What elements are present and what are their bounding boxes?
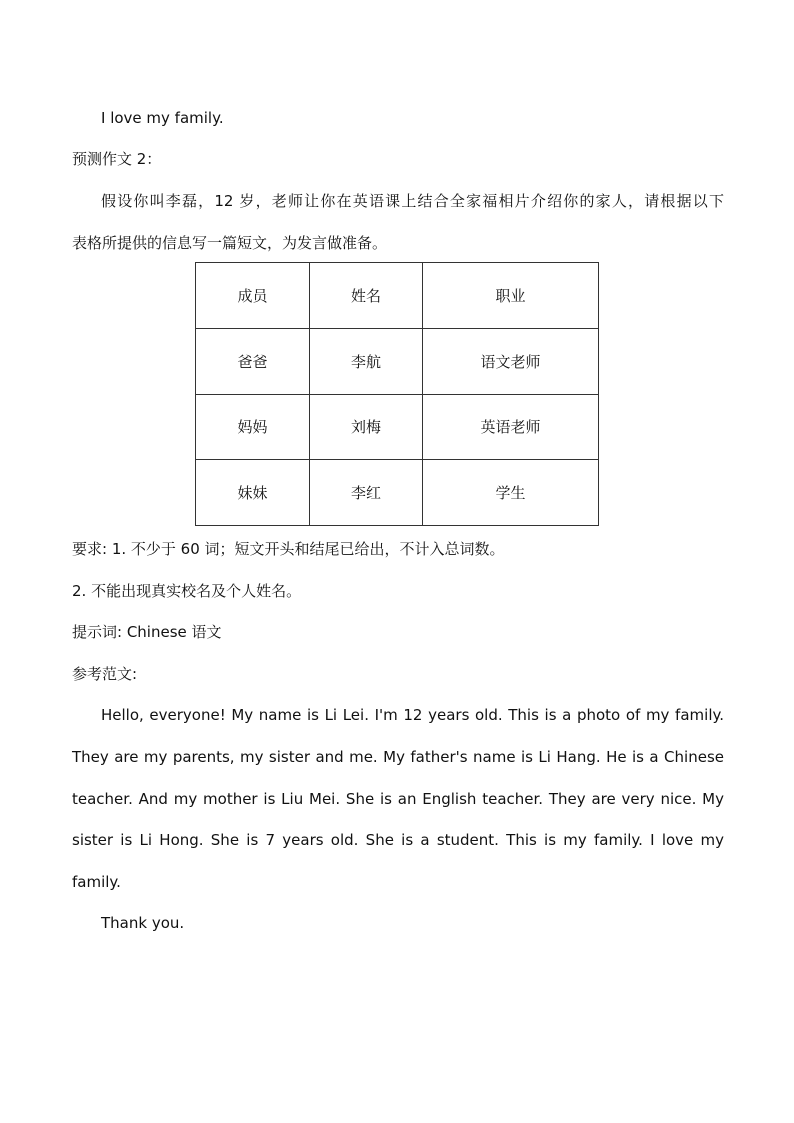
essay-line-1: Hello, everyone! My name is Li Lei. I'm 12 years old. This is a photo of my family. — [101, 706, 724, 724]
requirements-line-1: 要求: 1. 不少于 60 词；短文开头和结尾已给出，不计入总词数。 — [72, 540, 505, 558]
table-cell: 语文老师 — [423, 328, 599, 394]
intro-closing-line: I love my family. — [101, 109, 224, 127]
table-cell: 李航 — [310, 328, 423, 394]
table-row — [196, 394, 599, 460]
essay-heading: 预测作文 2： — [72, 150, 162, 168]
table-row — [196, 460, 599, 526]
table-cell: 李红 — [310, 460, 423, 526]
table-cell: 妈妈 — [196, 394, 310, 460]
table-cell: 刘梅 — [310, 394, 423, 460]
requirements-line-2: 2. 不能出现真实校名及个人姓名。 — [72, 582, 302, 600]
essay-line-3: teacher. And my mother is Liu Mei. She is an English teacher. They are very nice. My — [72, 790, 724, 808]
table-cell: 爸爸 — [196, 328, 310, 394]
header-member: 成员 — [196, 263, 310, 329]
hint-line: 提示词: Chinese 语文 — [72, 623, 222, 641]
table-cell: 英语老师 — [423, 394, 599, 460]
prompt-line-1: 假设你叫李磊，12 岁，老师让你在英语课上结合全家福相片介绍你的家人，请根据以下 — [101, 192, 724, 210]
essay-line-2: They are my parents, my sister and me. My father's name is Li Hang. He is a Chinese — [72, 748, 724, 766]
prompt-line-2: 表格所提供的信息写一篇短文，为发言做准备。 — [72, 234, 388, 252]
essay-closing: Thank you. — [101, 914, 185, 932]
header-name: 姓名 — [310, 263, 423, 329]
table-header-row — [196, 263, 599, 329]
header-occupation: 职业 — [423, 263, 599, 329]
table-cell: 妹妹 — [196, 460, 310, 526]
essay-line-5: family. — [72, 873, 121, 891]
essay-line-4: sister is Li Hong. She is 7 years old. She is a student. This is my family. I love my — [72, 831, 724, 849]
table-cell: 学生 — [423, 460, 599, 526]
reference-label: 参考范文: — [72, 665, 138, 683]
table-row — [196, 328, 599, 394]
family-info-table — [195, 262, 599, 526]
